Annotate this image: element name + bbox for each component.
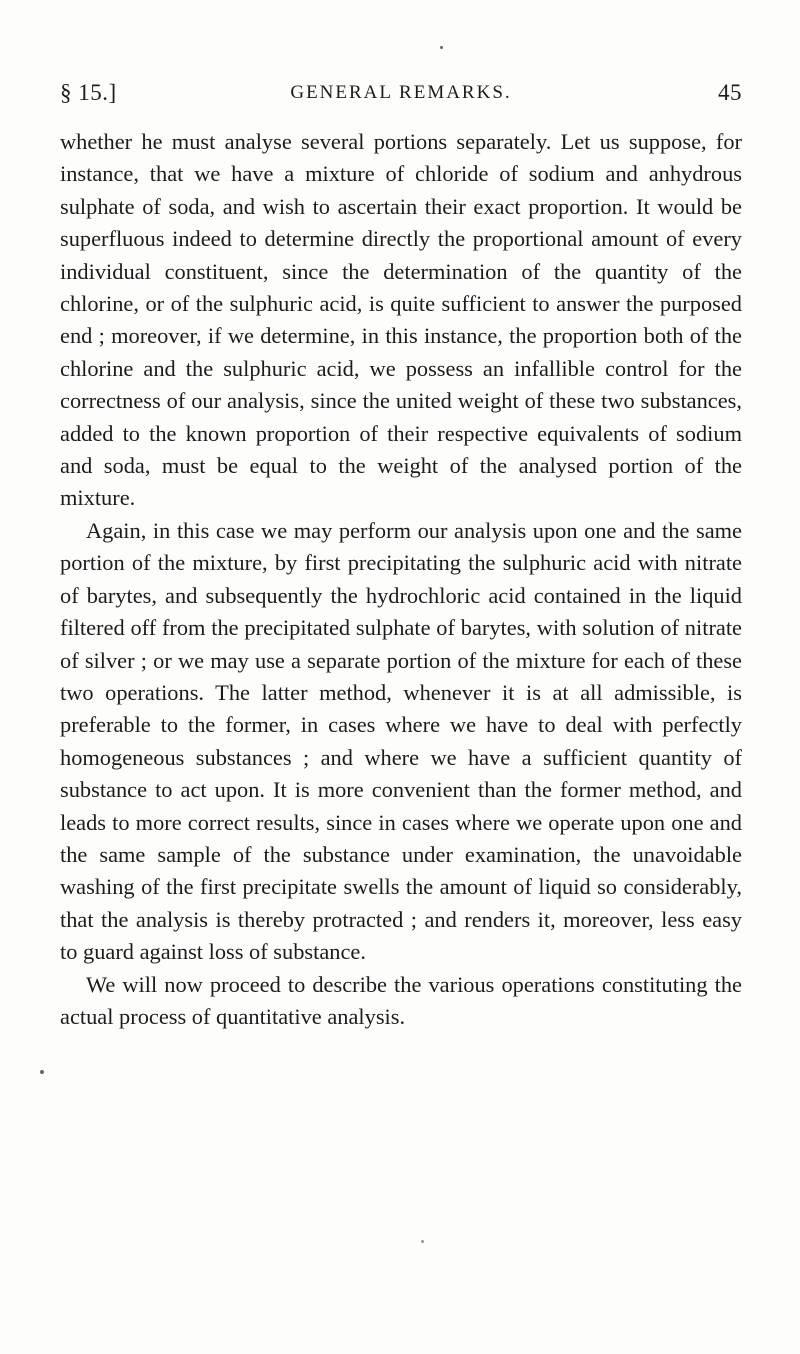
running-title: GENERAL REMARKS. xyxy=(290,82,512,103)
paragraph-3: We will now proceed to describe the various operations constituting the actual process of quantitative analysis. xyxy=(60,971,742,1029)
print-speck-mark xyxy=(40,1070,44,1074)
body-text xyxy=(60,126,742,1033)
running-head xyxy=(60,80,742,112)
paragraph-1: whether he must analyse several portions separately. Let us suppose, for instance, that we have a mixture of chloride of sodium and anhydrous sulphate of soda, and wish to ascertain their exact proportion. It would be superfluous indeed to determine directly the proportional amount of every individual constituent, since the determination of the quantity of the chlorine, or of the sulphuric acid, is quite sufficient to answer the purposed end ; moreover, if we determine, in this instance, the proportion both of the chlorine and the sulphuric acid, we possess an infallible control for the correctness of our analysis, since the united weight of these two substances, added to the known proportion of their respective equivalents of sodium and soda, must be equal to the weight of the analysed portion of the mixture. xyxy=(60,129,742,511)
section-number: § 15.] xyxy=(60,80,117,105)
print-speck-mark xyxy=(421,1240,424,1243)
page-number: 45 xyxy=(718,80,742,105)
print-speck-mark xyxy=(440,46,443,49)
paragraph-2: Again, in this case we may perform our analysis upon one and the same portion of the mixture, by first precipitating the sulphuric acid with nitrate of barytes, and subsequently the hydrochloric acid contained in the liquid filtered off from the precipitated sulphate of barytes, with solution of nitrate of silver ; or we may use a separate portion of the mixture for each of these two operations. The latter method, whenever it is at all admissible, is preferable to the former, in cases where we have to deal with perfectly homogeneous substances ; and where we have a sufficient quantity of substance to act upon. It is more convenient than the former method, and leads to more correct results, since in cases where we operate upon one and the same sample of the substance under examination, the unavoidable washing of the first precipitate swells the amount of liquid so considerably, that the analysis is thereby protracted ; and renders it, moreover, less easy to guard against loss of substance. xyxy=(60,517,742,965)
